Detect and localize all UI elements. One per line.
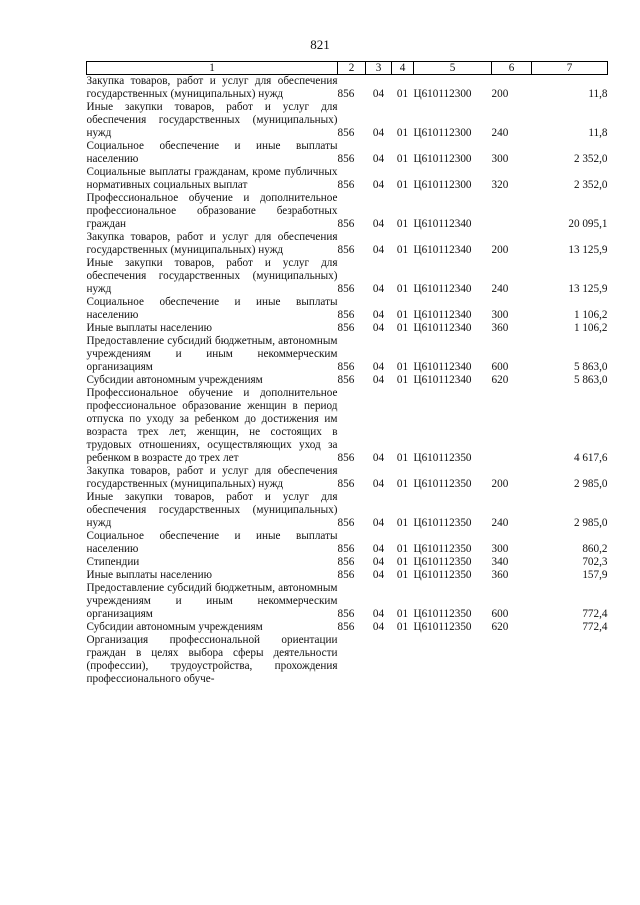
row-subsection-cell: 01 <box>396 478 409 490</box>
row-target-article-cell: Ц610112300 <box>413 153 472 165</box>
row-section-cell: 04 <box>372 361 385 373</box>
row-subsection-cell: 01 <box>396 361 409 373</box>
table-body <box>87 75 608 687</box>
page-number: 821 <box>310 37 330 52</box>
row-code-cell: 856 <box>337 569 355 581</box>
row-expense-type-cell: 200 <box>491 478 509 490</box>
row-subsection-cell: 01 <box>396 452 409 464</box>
row-subsection-cell: 01 <box>396 322 409 334</box>
row-name-cell: Иные выплаты населению <box>86 569 212 581</box>
row-target-article-cell: Ц610112350 <box>413 517 472 529</box>
header-col-4: 4 <box>392 62 414 75</box>
row-amount-cell: 11,8 <box>588 127 608 139</box>
row-expense-type-cell <box>492 634 532 686</box>
row-expense-type-cell <box>492 387 532 465</box>
row-expense-type-cell: 600 <box>491 361 509 373</box>
row-code-cell: 856 <box>337 179 355 191</box>
header-col-7: 7 <box>532 62 608 75</box>
row-subsection-cell: 01 <box>396 517 409 529</box>
row-code-cell: 856 <box>337 127 355 139</box>
table-row <box>87 634 608 686</box>
row-target-article-cell: Ц610112350 <box>413 621 472 633</box>
row-amount-cell: 702,3 <box>582 556 608 568</box>
row-subsection-cell: 01 <box>396 218 409 230</box>
row-target-article-cell: Ц610112340 <box>413 322 472 334</box>
row-target-article-cell: Ц610112340 <box>413 309 472 321</box>
row-amount-cell: 13 125,9 <box>568 244 608 256</box>
row-code-cell: 856 <box>337 374 355 386</box>
row-section-cell: 04 <box>372 283 385 295</box>
row-subsection-cell: 01 <box>396 244 409 256</box>
row-expense-type-cell: 300 <box>491 543 509 555</box>
row-target-article-cell: Ц610112300 <box>413 88 472 100</box>
row-name-cell: Социальное обеспечение и иные выплаты населению <box>86 296 338 321</box>
budget-table <box>86 61 608 686</box>
row-expense-type-cell: 200 <box>491 244 509 256</box>
row-name-cell: Субсидии автономным учреждениям <box>86 374 263 386</box>
row-code-cell: 856 <box>337 621 355 633</box>
row-code-cell: 856 <box>337 452 355 464</box>
row-target-article-cell: Ц610112340 <box>413 283 472 295</box>
row-amount-cell: 1 106,2 <box>573 309 608 321</box>
row-subsection-cell: 01 <box>396 179 409 191</box>
row-amount-cell: 2 985,0 <box>573 478 608 490</box>
row-name-cell: Закупка товаров, работ и услуг для обеспечения государственных (муниципальных) нужд <box>86 75 338 100</box>
row-subsection-cell: 01 <box>396 88 409 100</box>
row-target-article-cell: Ц610112350 <box>413 478 472 490</box>
row-target-article-cell: Ц610112300 <box>413 127 472 139</box>
row-amount-cell <box>532 634 608 686</box>
header-col-2: 2 <box>338 62 366 75</box>
row-section-cell: 04 <box>372 569 385 581</box>
row-section-cell: 04 <box>372 621 385 633</box>
row-section-cell: 04 <box>372 543 385 555</box>
row-expense-type-cell <box>492 192 532 231</box>
row-subsection-cell: 01 <box>396 127 409 139</box>
row-expense-type-cell: 620 <box>491 374 509 386</box>
table-row <box>87 621 608 634</box>
row-code-cell: 856 <box>337 244 355 256</box>
row-amount-cell: 1 106,2 <box>573 322 608 334</box>
row-section-cell <box>366 634 392 686</box>
row-amount-cell: 4 617,6 <box>573 452 608 464</box>
table-row <box>87 569 608 582</box>
row-name-cell: Предоставление субсидий бюджетным, автономным учреждениям и иным некоммерческим организациям <box>86 582 338 620</box>
row-name-cell: Профессиональное обучение и дополнительное профессиональное образование женщин в период отпуска по уходу за ребенком до достижения им возраста трех лет, женщин, не состоящих в трудовых отношениях, осуществляющих уход за ребенком в возрасте до трех лет <box>86 387 338 464</box>
row-section-cell: 04 <box>372 608 385 620</box>
row-target-article-cell: Ц610112350 <box>413 452 472 464</box>
header-col-3: 3 <box>366 62 392 75</box>
row-expense-type-cell: 300 <box>491 153 509 165</box>
row-section-cell: 04 <box>372 322 385 334</box>
row-section-cell: 04 <box>372 244 385 256</box>
row-section-cell: 04 <box>372 374 385 386</box>
row-code-cell: 856 <box>337 153 355 165</box>
table-row <box>87 101 608 140</box>
row-section-cell: 04 <box>372 556 385 568</box>
row-name-cell: Иные закупки товаров, работ и услуг для обеспечения государственных (муниципальных) нужд <box>86 101 338 139</box>
table-row <box>87 75 608 102</box>
row-code-cell: 856 <box>337 361 355 373</box>
row-target-article-cell: Ц610112340 <box>413 218 472 230</box>
row-subsection-cell: 01 <box>396 556 409 568</box>
row-subsection-cell: 01 <box>396 309 409 321</box>
row-name-cell: Организация профессиональной ориентации граждан в целях выбора сферы деятельности (профессии), трудоустройства, прохождения профессионального обуче- <box>86 634 338 685</box>
row-code-cell: 856 <box>337 322 355 334</box>
row-code-cell: 856 <box>337 478 355 490</box>
row-amount-cell: 5 863,0 <box>573 374 608 386</box>
row-section-cell: 04 <box>372 153 385 165</box>
row-amount-cell: 20 095,1 <box>568 218 608 230</box>
table-row <box>87 387 608 465</box>
row-code-cell: 856 <box>337 517 355 529</box>
row-subsection-cell: 01 <box>396 621 409 633</box>
row-code-cell: 856 <box>337 218 355 230</box>
header-col-1: 1 <box>87 62 338 75</box>
row-section-cell: 04 <box>372 88 385 100</box>
row-name-cell: Закупка товаров, работ и услуг для обеспечения государственных (муниципальных) нужд <box>86 465 338 490</box>
row-name-cell: Социальное обеспечение и иные выплаты населению <box>86 140 338 165</box>
table-row <box>87 257 608 296</box>
row-code-cell: 856 <box>337 88 355 100</box>
row-name-cell: Профессиональное обучение и дополнительное профессиональное образование безработных граждан <box>86 192 338 230</box>
row-amount-cell: 2 985,0 <box>573 517 608 529</box>
row-amount-cell: 860,2 <box>582 543 608 555</box>
table-row <box>87 582 608 621</box>
row-section-cell: 04 <box>372 309 385 321</box>
row-amount-cell: 772,4 <box>582 608 608 620</box>
table-row <box>87 140 608 166</box>
row-name-cell: Закупка товаров, работ и услуг для обеспечения государственных (муниципальных) нужд <box>86 231 338 256</box>
table-row <box>87 192 608 231</box>
row-expense-type-cell: 300 <box>491 309 509 321</box>
row-expense-type-cell: 340 <box>491 556 509 568</box>
row-code-cell: 856 <box>337 556 355 568</box>
row-expense-type-cell: 200 <box>491 88 509 100</box>
table-row <box>87 491 608 530</box>
row-expense-type-cell: 360 <box>491 322 509 334</box>
table-row <box>87 166 608 192</box>
row-expense-type-cell: 240 <box>491 517 509 529</box>
row-subsection-cell: 01 <box>396 543 409 555</box>
table-row <box>87 296 608 322</box>
row-target-article-cell: Ц610112340 <box>413 244 472 256</box>
row-section-cell: 04 <box>372 517 385 529</box>
table-row <box>87 556 608 569</box>
table-row <box>87 465 608 491</box>
table-row <box>87 530 608 556</box>
header-col-6: 6 <box>492 62 532 75</box>
row-expense-type-cell: 600 <box>491 608 509 620</box>
row-subsection-cell: 01 <box>396 374 409 386</box>
row-expense-type-cell: 360 <box>491 569 509 581</box>
row-code-cell: 856 <box>337 283 355 295</box>
row-name-cell: Стипендии <box>86 556 140 568</box>
row-section-cell: 04 <box>372 179 385 191</box>
row-expense-type-cell: 620 <box>491 621 509 633</box>
row-amount-cell: 11,8 <box>588 88 608 100</box>
row-name-cell: Социальное обеспечение и иные выплаты населению <box>86 530 338 555</box>
row-amount-cell: 772,4 <box>582 621 608 633</box>
row-subsection-cell: 01 <box>396 283 409 295</box>
row-code-cell: 856 <box>337 543 355 555</box>
row-code-cell: 856 <box>337 608 355 620</box>
row-target-article-cell: Ц610112340 <box>413 361 472 373</box>
row-amount-cell: 157,9 <box>582 569 608 581</box>
row-expense-type-cell: 320 <box>491 179 509 191</box>
row-name-cell: Иные закупки товаров, работ и услуг для обеспечения государственных (муниципальных) нужд <box>86 491 338 529</box>
row-target-article-cell <box>414 634 492 686</box>
table-row <box>87 231 608 257</box>
row-target-article-cell: Ц610112350 <box>413 543 472 555</box>
table-row <box>87 322 608 335</box>
row-target-article-cell: Ц610112350 <box>413 556 472 568</box>
row-subsection-cell <box>392 634 414 686</box>
row-section-cell: 04 <box>372 218 385 230</box>
table-header-row <box>87 62 608 75</box>
row-expense-type-cell: 240 <box>491 127 509 139</box>
row-expense-type-cell: 240 <box>491 283 509 295</box>
row-name-cell: Иные закупки товаров, работ и услуг для обеспечения государственных (муниципальных) нужд <box>86 257 338 295</box>
row-subsection-cell: 01 <box>396 608 409 620</box>
row-subsection-cell: 01 <box>396 153 409 165</box>
row-code-cell: 856 <box>337 309 355 321</box>
row-target-article-cell: Ц610112340 <box>413 374 472 386</box>
row-amount-cell: 13 125,9 <box>568 283 608 295</box>
header-col-5: 5 <box>414 62 492 75</box>
row-section-cell: 04 <box>372 452 385 464</box>
row-amount-cell: 5 863,0 <box>573 361 608 373</box>
row-target-article-cell: Ц610112350 <box>413 608 472 620</box>
table-row <box>87 335 608 374</box>
row-target-article-cell: Ц610112300 <box>413 179 472 191</box>
row-amount-cell: 2 352,0 <box>573 179 608 191</box>
row-name-cell: Предоставление субсидий бюджетным, автономным учреждениям и иным некоммерческим организациям <box>86 335 338 373</box>
row-subsection-cell: 01 <box>396 569 409 581</box>
row-section-cell: 04 <box>372 478 385 490</box>
row-name-cell: Субсидии автономным учреждениям <box>86 621 263 633</box>
row-name-cell: Иные выплаты населению <box>86 322 212 334</box>
row-section-cell: 04 <box>372 127 385 139</box>
row-amount-cell: 2 352,0 <box>573 153 608 165</box>
row-target-article-cell: Ц610112350 <box>413 569 472 581</box>
table-row <box>87 374 608 387</box>
row-name-cell: Социальные выплаты гражданам, кроме публичных нормативных социальных выплат <box>86 166 338 191</box>
row-code-cell <box>338 634 366 686</box>
